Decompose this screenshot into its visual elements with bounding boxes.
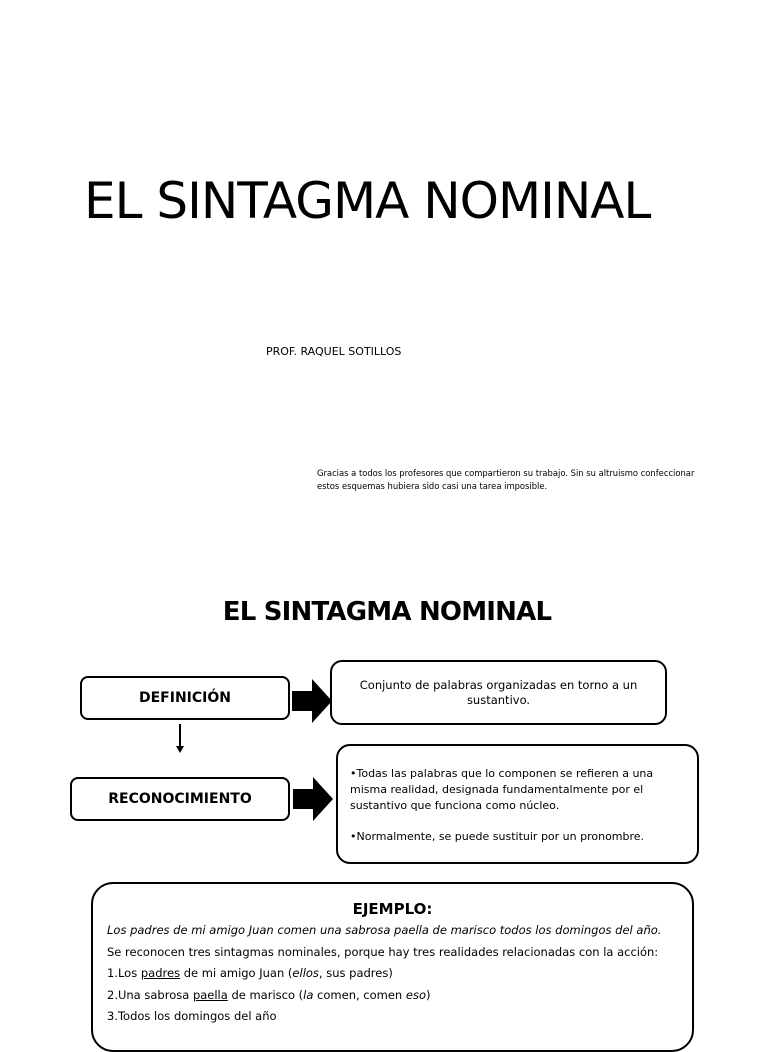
example-item-1-nucleus: padres: [140, 966, 181, 980]
example-box: [91, 882, 694, 1052]
example-intro: Se reconocen tres sintagmas nominales, porque hay tres realidades relacionadas con la acción:: [107, 944, 659, 959]
example-item-1: [107, 963, 678, 985]
example-item-2-between: comen, comen: [313, 987, 406, 1002]
acknowledgement-note: [317, 467, 717, 493]
example-item-2-suffix: ): [426, 987, 431, 1002]
example-item-2-nucleus: paella: [192, 987, 228, 1002]
recognition-content-box: [336, 744, 699, 864]
definition-label: DEFINICIÓN: [139, 690, 231, 706]
diagram-slide-heading: EL SINTAGMA NOMINAL: [222, 597, 552, 627]
definition-text: Conjunto de palabras organizadas en torno a un sustantivo.: [359, 677, 638, 707]
example-item-1-suffix: , sus padres): [318, 966, 393, 980]
example-item-2-pronoun-2: eso: [405, 987, 426, 1002]
down-arrow-icon: [174, 724, 186, 754]
definition-label-box: [80, 676, 290, 720]
example-item-2-middle: de marisco (: [227, 987, 304, 1002]
example-item-2-prefix: 2.Una sabrosa: [107, 987, 193, 1002]
recognition-bullet-1: •Todas las palabras que lo componen se refieren a una misma realidad, designada fundamentalmente por el sustantivo que funciona como núcleo.: [350, 767, 654, 812]
example-sentence: Los padres de mi amigo Juan comen una sabrosa paella de marisco todos los domingos del año.: [107, 923, 662, 937]
recognition-label-box: [70, 777, 290, 821]
author-name: PROF. RAQUEL SOTILLOS: [266, 345, 402, 358]
definition-arrow-icon: [292, 679, 332, 723]
example-item-2-pronoun-1: la: [303, 987, 314, 1002]
example-item-1-pronoun: ellos: [292, 966, 319, 980]
recognition-arrow-icon: [293, 777, 333, 821]
acknowledgement-line-1: Gracias a todos los profesores que compartieron su trabajo. Sin su altruismo confeccionar: [317, 468, 695, 478]
example-item-3: 3.Todos los domingos del año: [107, 1009, 277, 1023]
example-item-1-middle: de mi amigo Juan (: [180, 966, 293, 980]
recognition-bullet-2: •Normalmente, se puede sustituir por un pronombre.: [350, 830, 645, 843]
recognition-label: RECONOCIMIENTO: [108, 791, 252, 807]
example-item-1-prefix: 1.Los: [107, 966, 141, 980]
title-slide-heading: EL SINTAGMA NOMINAL: [84, 172, 651, 230]
example-item-2: [107, 985, 678, 1007]
acknowledgement-line-2: estos esquemas hubiera sido casi una tarea imposible.: [317, 481, 548, 491]
example-title: EJEMPLO:: [352, 900, 433, 918]
definition-content-box: [330, 660, 667, 725]
